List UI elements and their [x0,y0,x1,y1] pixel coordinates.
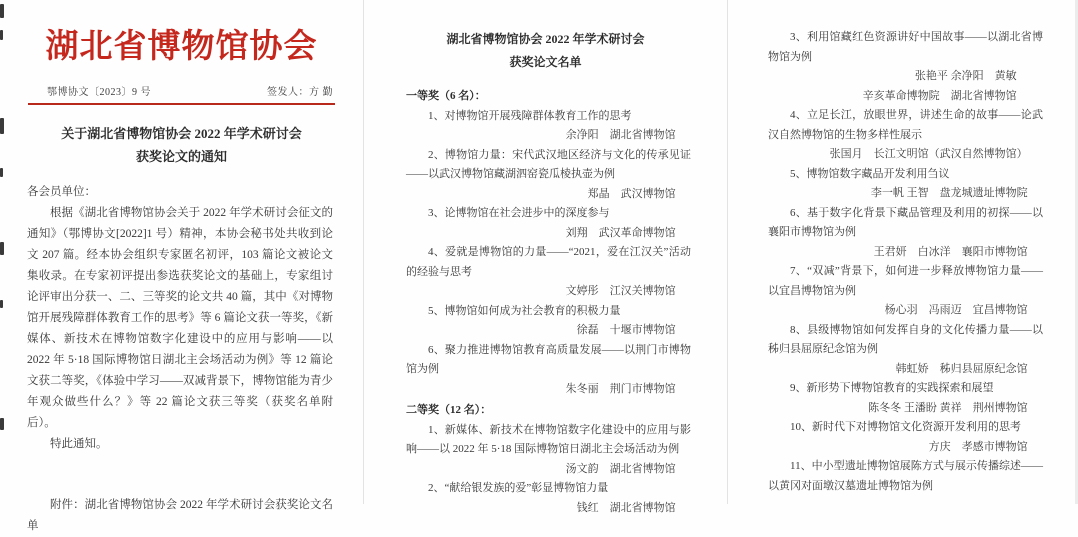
paper-authors: 李一帆 王智 盘龙城遗址博物院 [870,187,1028,199]
attachment-note: 附件：湖北省博物馆协会 2022 年学术研讨会获奖论文名单 [27,499,333,532]
paper-entry [768,457,1043,496]
document-number: 鄂博协文〔2023〕9 号 [47,87,151,98]
scan-edge-artifact [0,168,3,177]
paper-title: 4、立足长江，放眼世界，讲述生命的故事——论武汉自然博物馆的生物多样性展示 [768,109,1043,141]
paper-entry [768,379,1043,418]
paper-entry [768,321,1043,380]
notice-body [27,182,333,537]
paper-authors: 韩虹娇 秭归县屈原纪念馆 [895,362,1028,375]
paper-entry [406,421,691,480]
paper-title: 1、对博物馆开展残障群体教育工作的思考 [428,109,632,122]
association-masthead: 湖北省博物馆协会 [45,29,318,65]
scan-edge-artifact [0,4,4,18]
notice-body-paragraph: 根据《湖北省博物馆协会关于 2022 年学术研讨会征文的通知》（鄂博协文[2022]1 号）精神，本协会秘书处共收到论文 207 篇。经本协会组织专家匿名初评，103 篇论文被论文集收录。在专家初评提出参选获奖论文的基础上，专家组讨论评审出分获一、二、三等奖的论文共 40 篇，其中《对博物馆开展残障群体教育工作的思考》等 6 篇论文获一等奖，《新媒体、新技术在博物馆数字化建设中的应用与影响——以 2022 年 5·18 国际博物馆日湖北主会场活动为例》等 12 篇论文获二等奖，《体验中学习——双减背景下，博物馆能为青少年观众做些什么？》等 22 篇论文获三等奖（获奖名单附后）。 [27,207,333,429]
paper-entry [768,418,1043,457]
roster-title-line1: 湖北省博物馆协会 2022 年学术研讨会 [446,32,645,46]
award-list-page-1 [363,0,727,514]
paper-title: 6、基于数字化背景下藏品管理及利用的初探——以襄阳市博物馆为例 [768,206,1043,238]
paper-title: 1、新媒体、新技术在博物馆数字化建设中的应用与影响——以 2022 年 5·18 国际博物馆日湖北主会场活动为例 [406,423,691,455]
paper-authors: 刘翔 武汉革命博物馆 [565,226,676,239]
paper-authors: 杨心羽 冯雨迈 宜昌博物馆 [884,304,1028,316]
paper-authors: 余净阳 湖北省博物馆 [565,129,676,141]
paper-title: 9、新形势下博物馆教育的实践探索和展望 [790,382,994,394]
paper-authors: 王君妍 白冰洋 襄阳市博物馆 [873,245,1028,258]
paper-title: 7、“双减”背景下，如何进一步释放博物馆力量——以宜昌博物馆为例 [768,265,1043,297]
scan-edge-artifact [0,418,4,430]
paper-entry [406,204,691,243]
paper-authors: 陈冬冬 王潘盼 黄祥 荆州博物馆 [868,401,1028,414]
paper-title: 5、博物馆如何成为社会教育的积极力量 [428,304,621,317]
award-list [406,87,691,518]
paper-entry [768,262,1043,321]
paper-entry [768,28,1043,106]
paper-title: 2、博物馆力量：宋代武汉地区经济与文化的传承见证——以武汉博物馆藏湖泗窑瓷瓜棱执壶为例 [406,148,691,180]
salutation: 各会员单位： [27,186,96,198]
red-divider-line [28,103,335,105]
second-prize-heading: 二等奖（12 名）： [406,404,492,416]
paper-title: 5、博物馆数字藏品开发利用刍议 [790,167,950,180]
paper-entry [406,243,691,302]
paper-authors: 徐磊 十堰市博物馆 [576,324,676,336]
paper-title: 4、爱就是博物馆的力量——“2021，爱在江汉关”活动的经验与思考 [406,246,691,278]
paper-title: 11、中小型遗址博物馆展陈方式与展示传播综述——以黄冈对面墩汉墓遗址博物馆为例 [768,460,1043,492]
paper-authors: 文婷彤 江汉关博物馆 [565,285,676,297]
scan-edge-artifact [0,300,3,308]
paper-authors: 张国月 长江文明馆（武汉自然博物馆） [829,148,1028,160]
roster-title-line2: 获奖论文名单 [509,55,582,69]
notice-title-line2: 获奖论文的通知 [135,149,227,164]
scan-edge-artifact [0,242,4,255]
paper-title: 3、论博物馆在社会进步中的深度参与 [428,207,610,219]
paper-authors: 郑晶 武汉博物馆 [587,187,676,200]
first-prize-heading: 一等奖（6 名）： [406,90,486,102]
scan-edge-artifact [0,30,3,40]
paper-entry [406,107,691,146]
document-number-row [47,83,333,98]
notice-page [0,0,363,532]
paper-entry [768,204,1043,263]
paper-entry [406,146,691,205]
paper-entry [406,302,691,341]
notice-title-line1: 关于湖北省博物馆协会 2022 年学术研讨会 [61,126,302,141]
paper-entry [406,341,691,400]
scan-edge-artifact [0,118,4,134]
paper-title: 3、利用馆藏红色资源讲好中国故事——以湖北省博物馆为例 [768,31,1043,63]
roster-title [364,28,727,74]
paper-title: 2、“献给银发族的爱”彰显博物馆力量 [428,482,609,494]
notice-closing: 特此通知。 [50,438,108,450]
paper-authors: 张艳平 余净阳 黄敏 [914,70,1017,82]
paper-entry [768,165,1043,204]
paper-entry [406,479,691,518]
paper-authors: 钱红 湖北省博物馆 [576,501,676,514]
signer: 签发人：方 勤 [267,87,333,98]
paper-authors: 汤文韵 湖北省博物馆 [565,462,676,475]
paper-title: 10、新时代下对博物馆文化资源开发利用的思考 [790,421,1021,433]
award-list-continued [768,28,1043,496]
paper-title: 6、聚力推进博物馆教育高质量发展——以荆门市博物馆为例 [406,343,691,375]
paper-authors: 方庆 孝感市博物馆 [928,440,1028,453]
paper-authors: 朱冬丽 荆门市博物馆 [565,382,676,395]
paper-author-affiliations: 辛亥革命博物院 湖北省博物馆 [862,89,1017,102]
award-list-page-2 [727,0,1078,504]
paper-entry [768,106,1043,165]
paper-title: 8、县级博物馆如何发挥自身的文化传播力量——以秭归县屈原纪念馆为例 [768,323,1043,355]
notice-title [0,122,363,168]
